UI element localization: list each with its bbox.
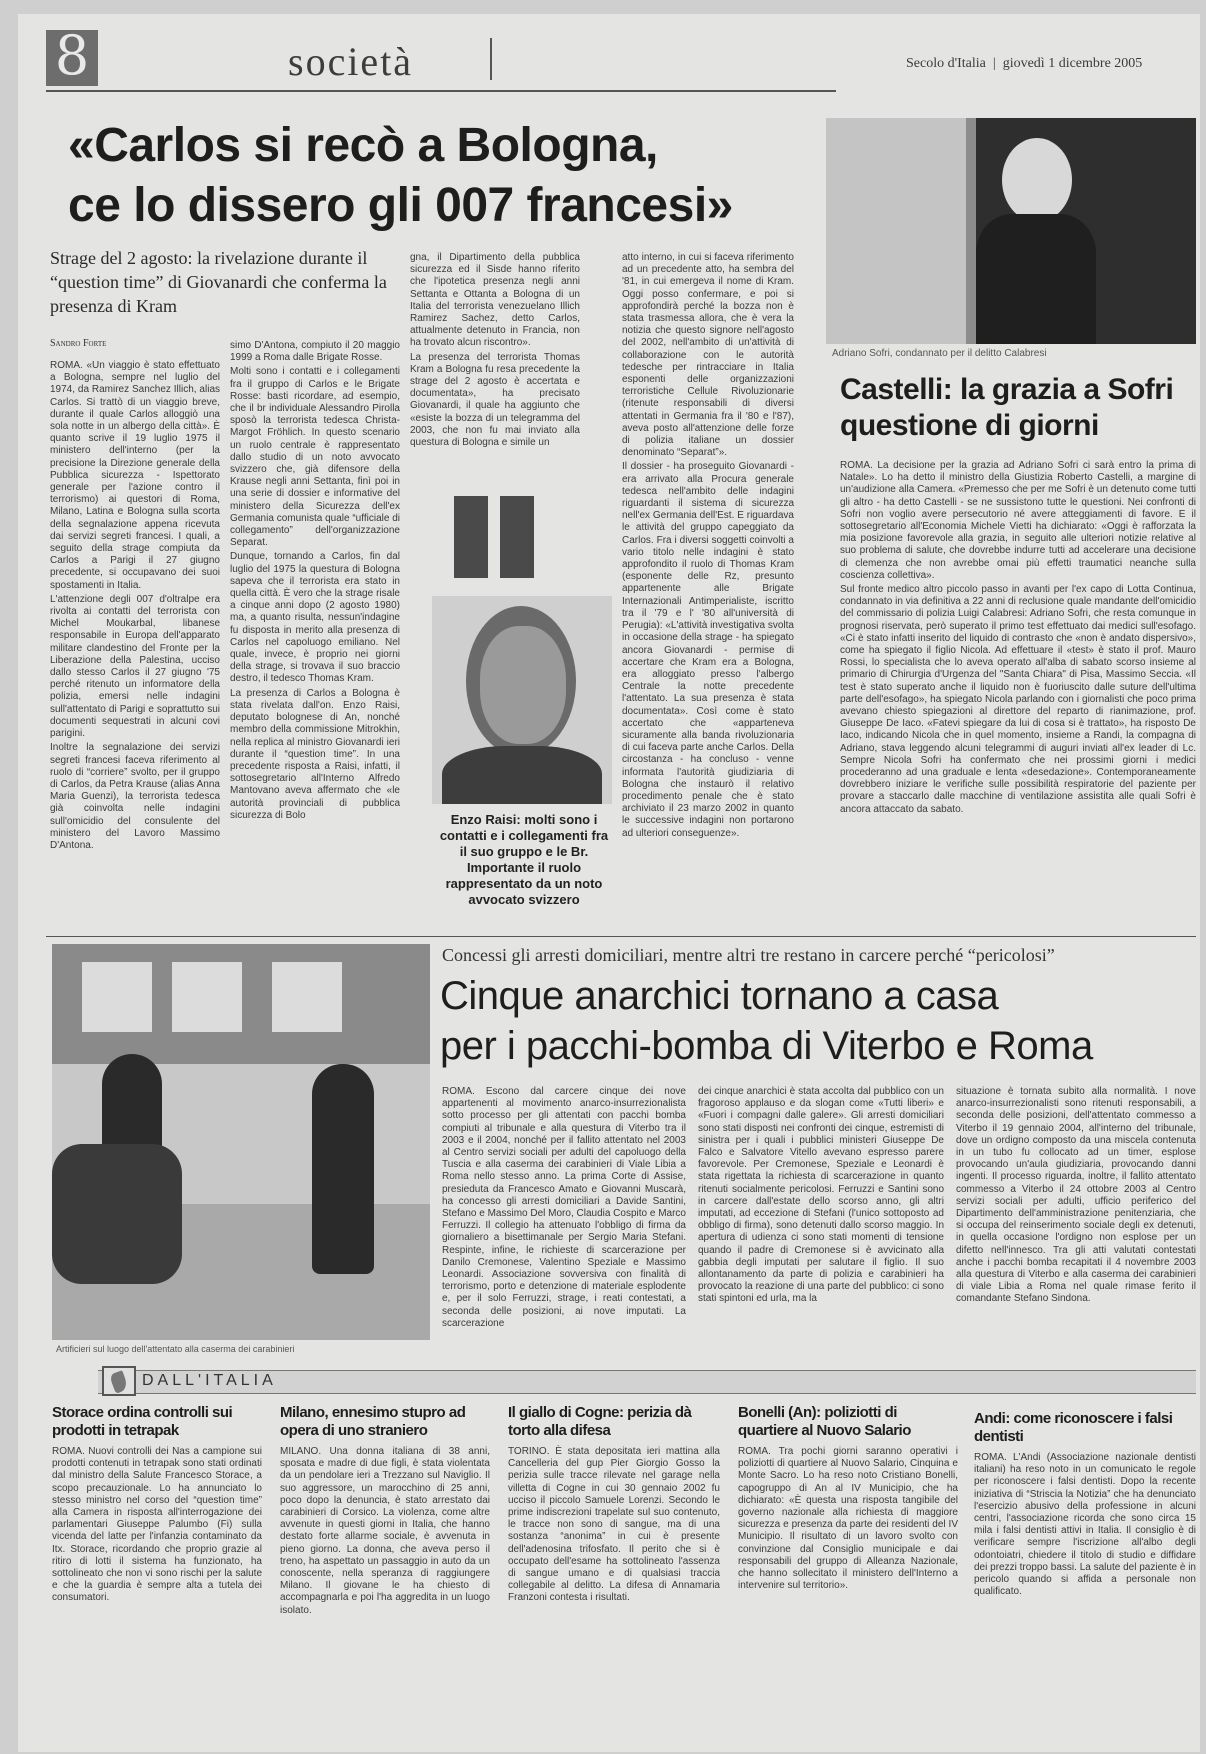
brief-1-title: Storace ordina controlli sui prodotti in tetrapak	[52, 1404, 233, 1439]
sofri-body	[840, 460, 1196, 928]
brief-2-title: Milano, ennesimo stupro ad opera di uno straniero	[280, 1404, 466, 1439]
brief-5	[974, 1410, 1196, 1744]
sofri-photo	[826, 118, 1196, 344]
main-col2-p2: Molti sono i contatti e i collegamenti fra il gruppo di Carlos e le Brigate Rosse: basti ricordare, ad esempio, che il br individuale Alessandro Pirolla sposò la terrorista tedesca Christa-Margot Fröhlich. In questo scenario un ruolo centrale è rappresentato dallo studio di un noto avvocato svizzero che, già difensore della Krause negli anni Settanta, finì poi in una serie di dossier e informative del ministero della Sicurezza dell'ex Germania comunista quale “ufficiale di collegamento” dell'organizzazione Separat.	[230, 366, 400, 549]
anarchici-headline-line1: Cinque anarchici tornano a casa	[440, 974, 999, 1018]
byline: Sandro Forte	[50, 338, 107, 349]
anarchici-photo	[52, 944, 430, 1340]
main-col4-p1: atto interno, in cui si faceva riferimento ad un precedente atto, ha sembra del '81, in cui emergeva il nome di Kram. Oggi posso confermare, e poi si approfondirà perché la bozza non è stata trasmessa allora, che è vera la notizia che questo signore nell'agosto del 2002, nell'ambito di un'attività di collaborazione con le autorità tedesche per rintracciare in Italia esponenti delle organizzazioni terroristiche Cellule Rivoluzionarie (ritenute responsabili di diversi attentati in Germania fra il '80 e l'87), aveva posto all'attenzione delle forze di polizia italiane un dossier denominato “Separat”».	[622, 252, 794, 459]
brief-4-title: Bonelli (An): poliziotti di quartiere al Nuovo Salario	[738, 1404, 911, 1439]
section-title: società	[288, 39, 414, 84]
anarchici-col-3	[956, 1086, 1196, 1362]
brief-3-body: TORINO. È stata depositata ieri mattina alla Cancelleria del gup Pier Giorgio Gosso la perizia sulle tracce rilevate nel garage nella villetta di Cogne in cui 30 gennaio 2002 fu ucciso il piccolo Samuele Lorenzi. Secondo le prime indiscrezioni trapelate sul suo contenuto, le tracce non sono di sangue, ma di una sostanza “anonima” in cui è presente dell'adenosina trifosfato. Il perito che si è occupato dell'esame ha sottolineato l'assenza di sangue umano e di qualsiasi traccia collegabile al delitto. La difesa di Annamaria Franzoni contesta i risultati.	[508, 1446, 720, 1604]
main-col1-p3: Inoltre la segnalazione dei servizi segreti francesi faceva riferimento al ruolo di “corriere” svolto, per il gruppo di Carlos, da Petra Krause (alias Anna Maria Guenzi), la terrorista tedesca già coinvolta nelle indagini sull'omicidio del consulente del ministero del Lavoro Massimo D'Antona.	[50, 742, 220, 851]
brief-3	[508, 1404, 720, 1744]
page-number: 8	[54, 24, 90, 87]
brief-5-title: Andi: come riconoscere i falsi dentisti	[974, 1410, 1173, 1445]
main-col4-p2: Il dossier - ha proseguito Giovanardi - era arrivato alla Procura generale tedesca nell'ambito delle indagini riguardanti il sistema di sicurezza nell'ex Germania dell'Est. E riguardava le attività del gruppo capeggiato da Carlos. Fra i diversi soggetti coinvolti a vario titolo nelle indagini è stato approfondito il ruolo di Thomas Kram (esponente delle Rz, presunto appartenente alle Brigate Internazionali Antimperialiste, iscritto tra il '79 e l' '80 all'università di Perugia): «L'attività investigativa svolta in occasione della strage - ha spiegato ancora Giovanardi - permise di accertare che Kram era a Bologna, era alloggiato presso l'albergo Centrale la notte precedente l'attentato. La sua presenza è stata documentata». Così come è stato accertato che «apparteneva sicuramente alla banda rivoluzionaria di cui faceva parte anche Carlos. Della circostanza - ha concluso - venne informata l'autorità giudiziaria di Bologna che instaurò il relativo procedimento penale che è stato archiviato il 23 marzo 2002 in quanto le successive indagini non portarono ad ulteriori conseguenze».	[622, 461, 794, 839]
brief-2	[280, 1404, 490, 1744]
main-col-3	[410, 252, 580, 462]
main-col1-p1: ROMA. «Un viaggio è stato effettuato a Bologna, sempre nel luglio del 1974, da Ramirez Sanchez Illich, alias Carlos. Si trattò di un viaggio breve, durante il quale Carlos alloggiò una sola notte in un albergo della città». È quanto scrive il 19 luglio 1975 il ministero dell'interno (per la precisione la Direzione generale della Pubblica sicurezza - Ispettorato generale per l'azione contro il terrorismo) ai questori di Roma, Milano, Latina e Bologna sulla scorta della segnalazione appena ricevuta dai servizi segreti francesi. I quali, a seguito della strage compiuta da Carlos a Parigi il 27 giugno precedente, si occupavano dei suoi spostamenti in Italia.	[50, 360, 220, 591]
brief-5-body: ROMA. L'Andi (Associazione nazionale dentisti italiani) ha reso noto in un comunicato le regole per riconoscere i falsi dentisti. Dopo la recente iniziativa di “Striscia la Notizia” che ha denunciato l'esercizio abusivo della professione in alcuni centri, l'associazione ricorda che sono circa 15 mila i falsi dentisti attivi in Italia. Il consiglio è di verificare sempre l'iscrizione all'albo degli odontoiatri, chiedere il titolo di studio e diffidare dei prezzi troppo bassi. La salute del paziente è in pericolo quando si affida a personale non qualificato.	[974, 1452, 1196, 1598]
main-col3-p1: gna, il Dipartimento della pubblica sicurezza ed il Sisde hanno riferito che l'ipotetica presenza negli anni Settanta e Ottanta a Bologna di un Italia del terrorista venezuelano Illich Ramirez Sachez, detto Carlos, attualmente detenuto in Francia, non ha trovato alcun riscontro».	[410, 252, 580, 349]
main-col-2	[230, 340, 400, 932]
main-col2-p1: simo D'Antona, compiuto il 20 maggio 1999 a Roma dalle Brigate Rosse.	[230, 340, 400, 364]
main-col3-p2: La presenza del terrorista Thomas Kram a Bologna fu resa precedente la strage del 2 agosto è accertata e documentata», ha precisato Giovanardi, il quale ha aggiunto che «esiste la bozza di un telegramma del 2003, che non fu mai inviato alla questura di Bologna e simile un	[410, 351, 580, 449]
sofri-p1: ROMA. La decisione per la grazia ad Adriano Sofri ci sarà entro la prima di Natale». Lo ha detto il ministro della Giustizia Roberto Castelli, a margine di un'audizione alla Camera. «Premesso che per me Sofri è un detenuto come tutti gli altro - ha detto Castelli - se ne sussistono tutte le questioni. Nei confronti di Sofri non voglio avere persecutorio né avere atteggiamenti di favore. E il sottosegretario all'Economia Michele Vietti ha dichiarato: «Oggi è rafforzata la mia posizione favorevole alla grazia, in seguito alle ulteriori notizie relative al suo problema di salute, che dovrebbe indurre tutti ad accelerare una decisione di clemenza che non avrebbe omai più effetti traumatici neanche sulla coscienza collettiva».	[840, 460, 1196, 581]
brief-1	[52, 1404, 262, 1744]
main-col-1	[50, 360, 220, 932]
quote-graphic	[448, 496, 540, 588]
raisi-photo	[432, 596, 612, 804]
anarchici-col-1	[442, 1086, 686, 1362]
raisi-caption: Enzo Raisi: molti sono i contatti e i collegamenti fra il suo gruppo e le Br. Importante il ruolo rappresentato da un noto avvocato svizzero	[439, 812, 609, 907]
anarchici-col-2	[698, 1086, 944, 1362]
italy-map-icon	[102, 1366, 136, 1396]
brief-3-title: Il giallo di Cogne: perizia dà torto alla difesa	[508, 1404, 692, 1439]
main-headline-line1: «Carlos si recò a Bologna,	[68, 119, 658, 172]
main-subtitle: Strage del 2 agosto: la rivelazione durante il “question time” di Giovanardi che conferma la presenza di Kram	[50, 248, 387, 316]
dall-italia-label: DALL'ITALIA	[142, 1372, 277, 1389]
header-separator: |	[989, 56, 1000, 71]
section-rule-1	[46, 936, 1196, 937]
brief-4	[738, 1404, 958, 1744]
anarchici-col2-text: dei cinque anarchici è stata accolta dal pubblico con un fragoroso applauso e da slogan come «Tutti liberi» e «Fuori i compagni dalle galere». Gli arresti domiciliari sono stati disposti nei confronti dei cinque, estremisti di sinistra per i quali i pubblici ministeri Giuseppe De Falco e Salvatore Vitello avevano espresso parere favorevole. Per Cremonese, Speziale e Leonardi è stata rigettata la richiesta di scarcerazione in quanto ritenuti socialmente pericolosi. Ferruzzi e Santini sono in carcere dall'estate dello scorso anno, gli altri imputati, ad eccezione di Stefani (l'unico sottoposto ad obbligo di firma), sono detenuti dallo scorso maggio. In apertura di udienza ci sono stati momenti di tensione quando il padre di Cremonese si è avvicinato alla gabbia degli imputati per salutare il figlio. Il suo allontanamento da parte di polizia e carabinieri ha provocato la reazione di una parte del pubblico: ci sono stati spintoni ed urla, ma la	[698, 1086, 944, 1305]
sofri-photo-caption: Adriano Sofri, condannato per il delitto Calabresi	[832, 348, 1047, 359]
main-col2-p4: La presenza di Carlos a Bologna è stata rivelata dall'on. Enzo Raisi, deputato bolognese di An, nonché membro della commissione Mitrokhin, nella replica al ministro Giovanardi ieri durante il “question time”. In una precedente risposta a Raisi, infatti, il sottosegretario all'Interno Alfredo Mantovano aveva affermato che «le autorità provinciali di pubblica sicurezza di Bolo	[230, 687, 400, 821]
main-headline-line2: ce lo dissero gli 007 francesi»	[68, 179, 733, 232]
main-col-4	[622, 252, 794, 934]
header-rule	[46, 90, 836, 92]
brief-4-body: ROMA. Tra pochi giorni saranno operativi i poliziotti di quartiere al Nuovo Salario, Cinquina e Monte Sacro. Lo ha reso noto Cristiano Bonelli, capogruppo di An al IV Municipio, che ha dichiarato: «È questa una risposta tangibile del governo nazionale alla richiesta di maggiore sicurezza e presenza da parte dei residenti del IV Municipio. Il risultato di un lavoro svolto con convinzione dal Consiglio municipale e dai responsabili del gruppo di Alleanza Nazionale, che hanno sollecitato il ministero dell'Interno a intervenire sul territorio».	[738, 1446, 958, 1592]
paper-name: Secolo d'Italia	[906, 56, 986, 71]
sofri-p2: Sul fronte medico altro piccolo passo in avanti per l'ex capo di Lotta Continua, condannato in via definitiva a 22 anni di reclusione quale mandante dell'omicidio del commissario di polizia Luigi Calabresi: Adriano Sofri, che resta comunque in prognosi riservata, però superato il primo test effettuato dai medici sull'esofago. «Ci è stato infatti inserito del liquido di contrasto che «non è andato dispersivo», come ha spiegato il figlio Nicola. Ad effettuare il «test» è stato il prof. Mauro Rossi, lo specialista che lo aveva operato all'alba di sabato scorso insieme al primario di Chirurgia d'Urgenza del "Santa Chiara" di Pisa, Massimo Seccia. «Il test è stato superato anche il liquido non è fuoriuscito dalle suture dell'ultima parte dell'esofago», ha spiegato Nicola parlando con i giornalisti che poco prima avevano chiesto spiegazioni al direttore del reparto di rianimazione, prof. Giuseppe De Iaco. «Fatevi spiegare da lui di cosa si è trattato», ha risposto De Iaco, indicando Nicola che in quel momento, insieme a Randi, la compagna di Adriano, stava leggendo alcuni telegrammi di auguri inviati all'ex leader di Lc. Sempre Nicola Sofri ha confermato che nei prossimi giorni i medici procederanno ad una graduale e lenta «desedazione». Contemporaneamente dovrebbero iniziare le verifiche sulle possibilità respiratorie del paziente per provare a staccarlo dalle macchine di ventilazione assistita alle quali Sofri è ancora attaccato da sabato.	[840, 584, 1196, 815]
main-col2-p3: Dunque, tornando a Carlos, fin dal luglio del 1975 la questura di Bologna sapeva che il terrorista era stato in quella città. È vero che la strage risale a cinque anni dopo (2 agosto 1980) ma, a quanto risulta, nessun'indagine fu disposta in merito alla presenza di Carlos nel capoluogo emiliano. Nel quale, invece, è proprio nei giorni della strage, si trovava il suo braccio destro, il tedesco Thomas Kram.	[230, 551, 400, 685]
brief-2-body: MILANO. Una donna italiana di 38 anni, sposata e madre di due figli, è stata violentata da un pendolare ieri a Trezzano sul Naviglio. Il suo aggressore, un marocchino di 25 anni, poco dopo la denuncia, è stato arrestato dai carabinieri di Corsico. La violenza, come altre avvenute in questi giorni in Italia, che hanno destato forte allarme sociale, è avvenuta in pieno giorno. La donna, che aveva perso il treno, ha aspettato un passaggio in auto da un conoscente, nella speranza di raggiungere Milano. Il giovane le ha chiesto di accompagnarla e poi l'ha aggredita in un luogo isolato.	[280, 1446, 490, 1616]
issue-date: giovedì 1 dicembre 2005	[1002, 56, 1143, 71]
sofri-headline: Castelli: la grazia a Sofri questione di giorni	[840, 373, 1174, 442]
main-col1-p2: L'attenzione degli 007 d'oltralpe era rivolta ai contatti del terrorista con Michel Moukarbal, libanese responsabile in Europa dell'apparato militare clandestino del Fronte per la Liberazione della Palestina, ucciso dallo stesso Carlos il 27 giugno '75 perché ritenuto un informatore della polizia, emersi nelle indagini sull'attentato di Parigi e soprattutto sui documenti sequestrati in alcuni covi parigini.	[50, 593, 220, 740]
header-info	[906, 56, 1142, 72]
anarchici-col1-text: ROMA. Escono dal carcere cinque dei nove appartenenti al movimento anarco-insurrezionalista sotto processo per gli attentati con pacchi bomba compiuti al tribunale e alla questura di Viterbo tra il 2003 e il 2004, nonché per il fallito attentato nel 2003 al Centro servizi sociali per adulti del capoluogo della Tuscia e alla caserma dei carabinieri di Viale Libia a Roma nello stesso anno. La prima Corte di Assise, presieduta da Francesco Amato e Giovanni Muscarà, ha concesso gli arresti domiciliari a Davide Santini, Stefano e Massimo Del Moro, Claudia Cospito e Marco Ferruzzi. Il collegio ha attenuato l'obbligo di firma da giornaliero a bisettimanale per Sergio Maria Stefani. Respinte, infine, le richieste di scarcerazione per Danilo Cremonese, Valentino Speziale e Massimo Leonardi. Associazione sovversiva con finalità di terrorismo, porto e detenzione di materiale esplodente e, per il solo Ferruzzi, strage, i reati contestati, a seconda delle posizioni, ai nove imputati. La scarcerazione	[442, 1086, 686, 1329]
anarchici-col3-text: situazione è tornata subito alla normalità. I nove anarco-insurrezionalisti sono ritenuti responsabili, a seconda delle posizioni, dell'attentato commesso a Viterbo il 19 gennaio 2004, all'interno del tribunale, dove un ordigno composto da una miscela contenuta in un tubo fu collocato ad un timer, esplose provocando un'aula giudiziaria, provocando danni ingenti. Il processo riguarda, inoltre, il fallito attentato commesso a Viterbo il 24 ottobre 2003 al Centro servizi sociali per adulti, ufficio periferico del Dipartimento dell'amministrazione penitenziaria, che si occupa del reinserimento sociale degli ex detenuti, in quella occasione l'ordigno non esplose per un difetto nell'innesco. Tra gli atti valutati contestati anche i pacchi bomba recapitati il 4 novembre 2003 alla questura di Viterbo e alla caserma dei carabinieri di viale Libia a Roma nel quale rimase ferito il comandante Stefano Sindona.	[956, 1086, 1196, 1305]
anarchici-photo-caption: Artificieri sul luogo dell'attentato alla caserma dei carabinieri	[56, 1344, 295, 1354]
newspaper-page	[18, 14, 1200, 1752]
anarchici-headline-line2: per i pacchi-bomba di Viterbo e Roma	[440, 1024, 1093, 1068]
header-divider	[490, 38, 492, 80]
brief-1-body: ROMA. Nuovi controlli dei Nas a campione sui prodotti contenuti in tetrapak sono stati ordinati dal ministro della Salute Francesco Storace, a scopo precauzionale. Lo ha annunciato lo stesso ministro nel corso del “question time” alla Camera in risposta all'interrogazione dei parlamentari Giuseppe Palumbo (Fi) sulla vicenda del latte per l'infanzia contaminato da Itx. Storace, ricordando che proprio grazie al ritiro di lotti il sistema ha funzionato, ha sottolineato che non vi sono rischi per la salute e che la guardia è sempre alta a tutela dei consumatori.	[52, 1446, 262, 1604]
anarchici-kicker: Concessi gli arresti domiciliari, mentre altri tre restano in carcere perché “pericolosi”	[442, 945, 1055, 965]
